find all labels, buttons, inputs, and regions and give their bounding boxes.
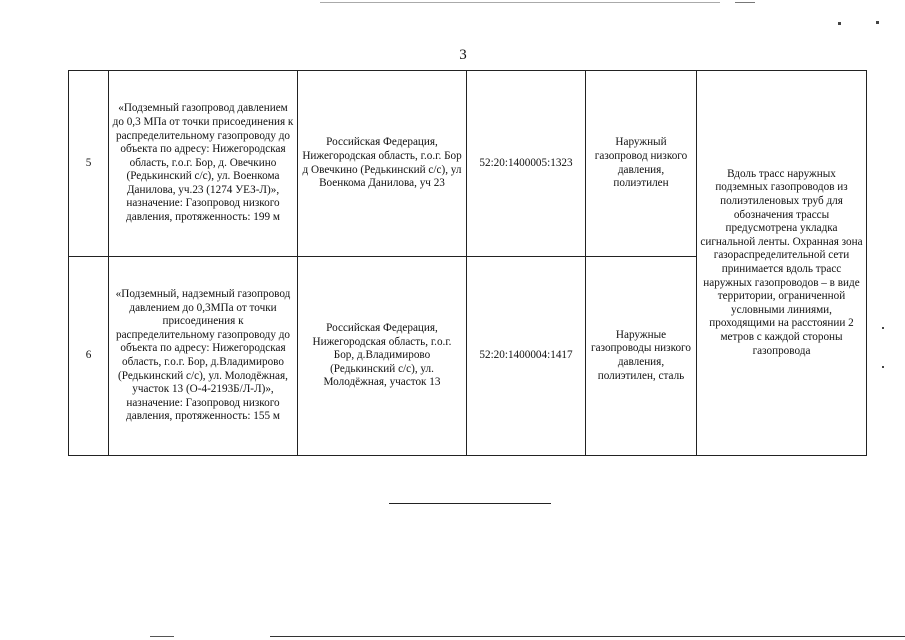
object-address: Российская Федерация, Нижегородская область, г.о.г. Бор, д.Владимирово (Редькинский с/с), ул. Молодёжная, участок 13 bbox=[298, 257, 467, 456]
scan-artifact-line bbox=[270, 636, 905, 637]
object-address: Российская Федерация, Нижегородская область, г.о.г. Бор д Овечкино (Редькинский с/с), ул Военкома Данилова, уч 23 bbox=[298, 71, 467, 257]
scan-artifact-dot bbox=[838, 22, 841, 25]
scan-artifact-line bbox=[320, 2, 720, 3]
objects-table bbox=[68, 70, 867, 456]
scan-artifact-dot bbox=[882, 366, 884, 368]
page-number: 3 bbox=[459, 47, 467, 63]
cadastral-number: 52:20:1400005:1323 bbox=[467, 71, 586, 257]
protection-zone-note: Вдоль трасс наружных подземных газопроводов из полиэтиленовых труб для обозначения трассы предусмотрена укладка сигнальной ленты. Охранная зона газораспределительной сети принимается вдоль трасс наружных газопроводов – в виде территории, ограниченной условными линиями, проходящими на расстоянии 2 метров с каждой стороны газопровода bbox=[697, 71, 867, 456]
end-of-document-rule bbox=[389, 503, 551, 504]
object-description: «Подземный, надземный газопровод давлением до 0,3МПа от точки присоединения к распределительному газопроводу до объекта по адресу: Нижегородская область, г.о.г. Бор, д.Владимирово (Редькинский с/с), ул. Молодёжная, участок 13 (О-4-2193Б/Л-Л)», назначение: Газопровод низкого давления, протяженность: 155 м bbox=[109, 257, 298, 456]
cadastral-number: 52:20:1400004:1417 bbox=[467, 257, 586, 456]
row-number: 5 bbox=[69, 71, 109, 257]
scan-artifact-dot bbox=[882, 327, 884, 329]
scan-artifact-dot bbox=[876, 21, 879, 24]
row-number: 6 bbox=[69, 257, 109, 456]
table-row bbox=[69, 71, 867, 257]
scan-artifact-line bbox=[150, 636, 174, 637]
object-description: «Подземный газопровод давлением до 0,3 МПа от точки присоединения к распределительному газопроводу до объекта по адресу: Нижегородская область, г.о.г. Бор, д. Овечкино (Редькинский с/с), ул. Военкома Данилова, уч.23 (1274 УЕЗ-Л)», назначение: Газопровод низкого давления, протяженность: 199 м bbox=[109, 71, 298, 257]
scan-artifact-line bbox=[735, 2, 755, 3]
object-type: Наружные газопроводы низкого давления, полиэтилен, сталь bbox=[586, 257, 697, 456]
object-type: Наружный газопровод низкого давления, полиэтилен bbox=[586, 71, 697, 257]
